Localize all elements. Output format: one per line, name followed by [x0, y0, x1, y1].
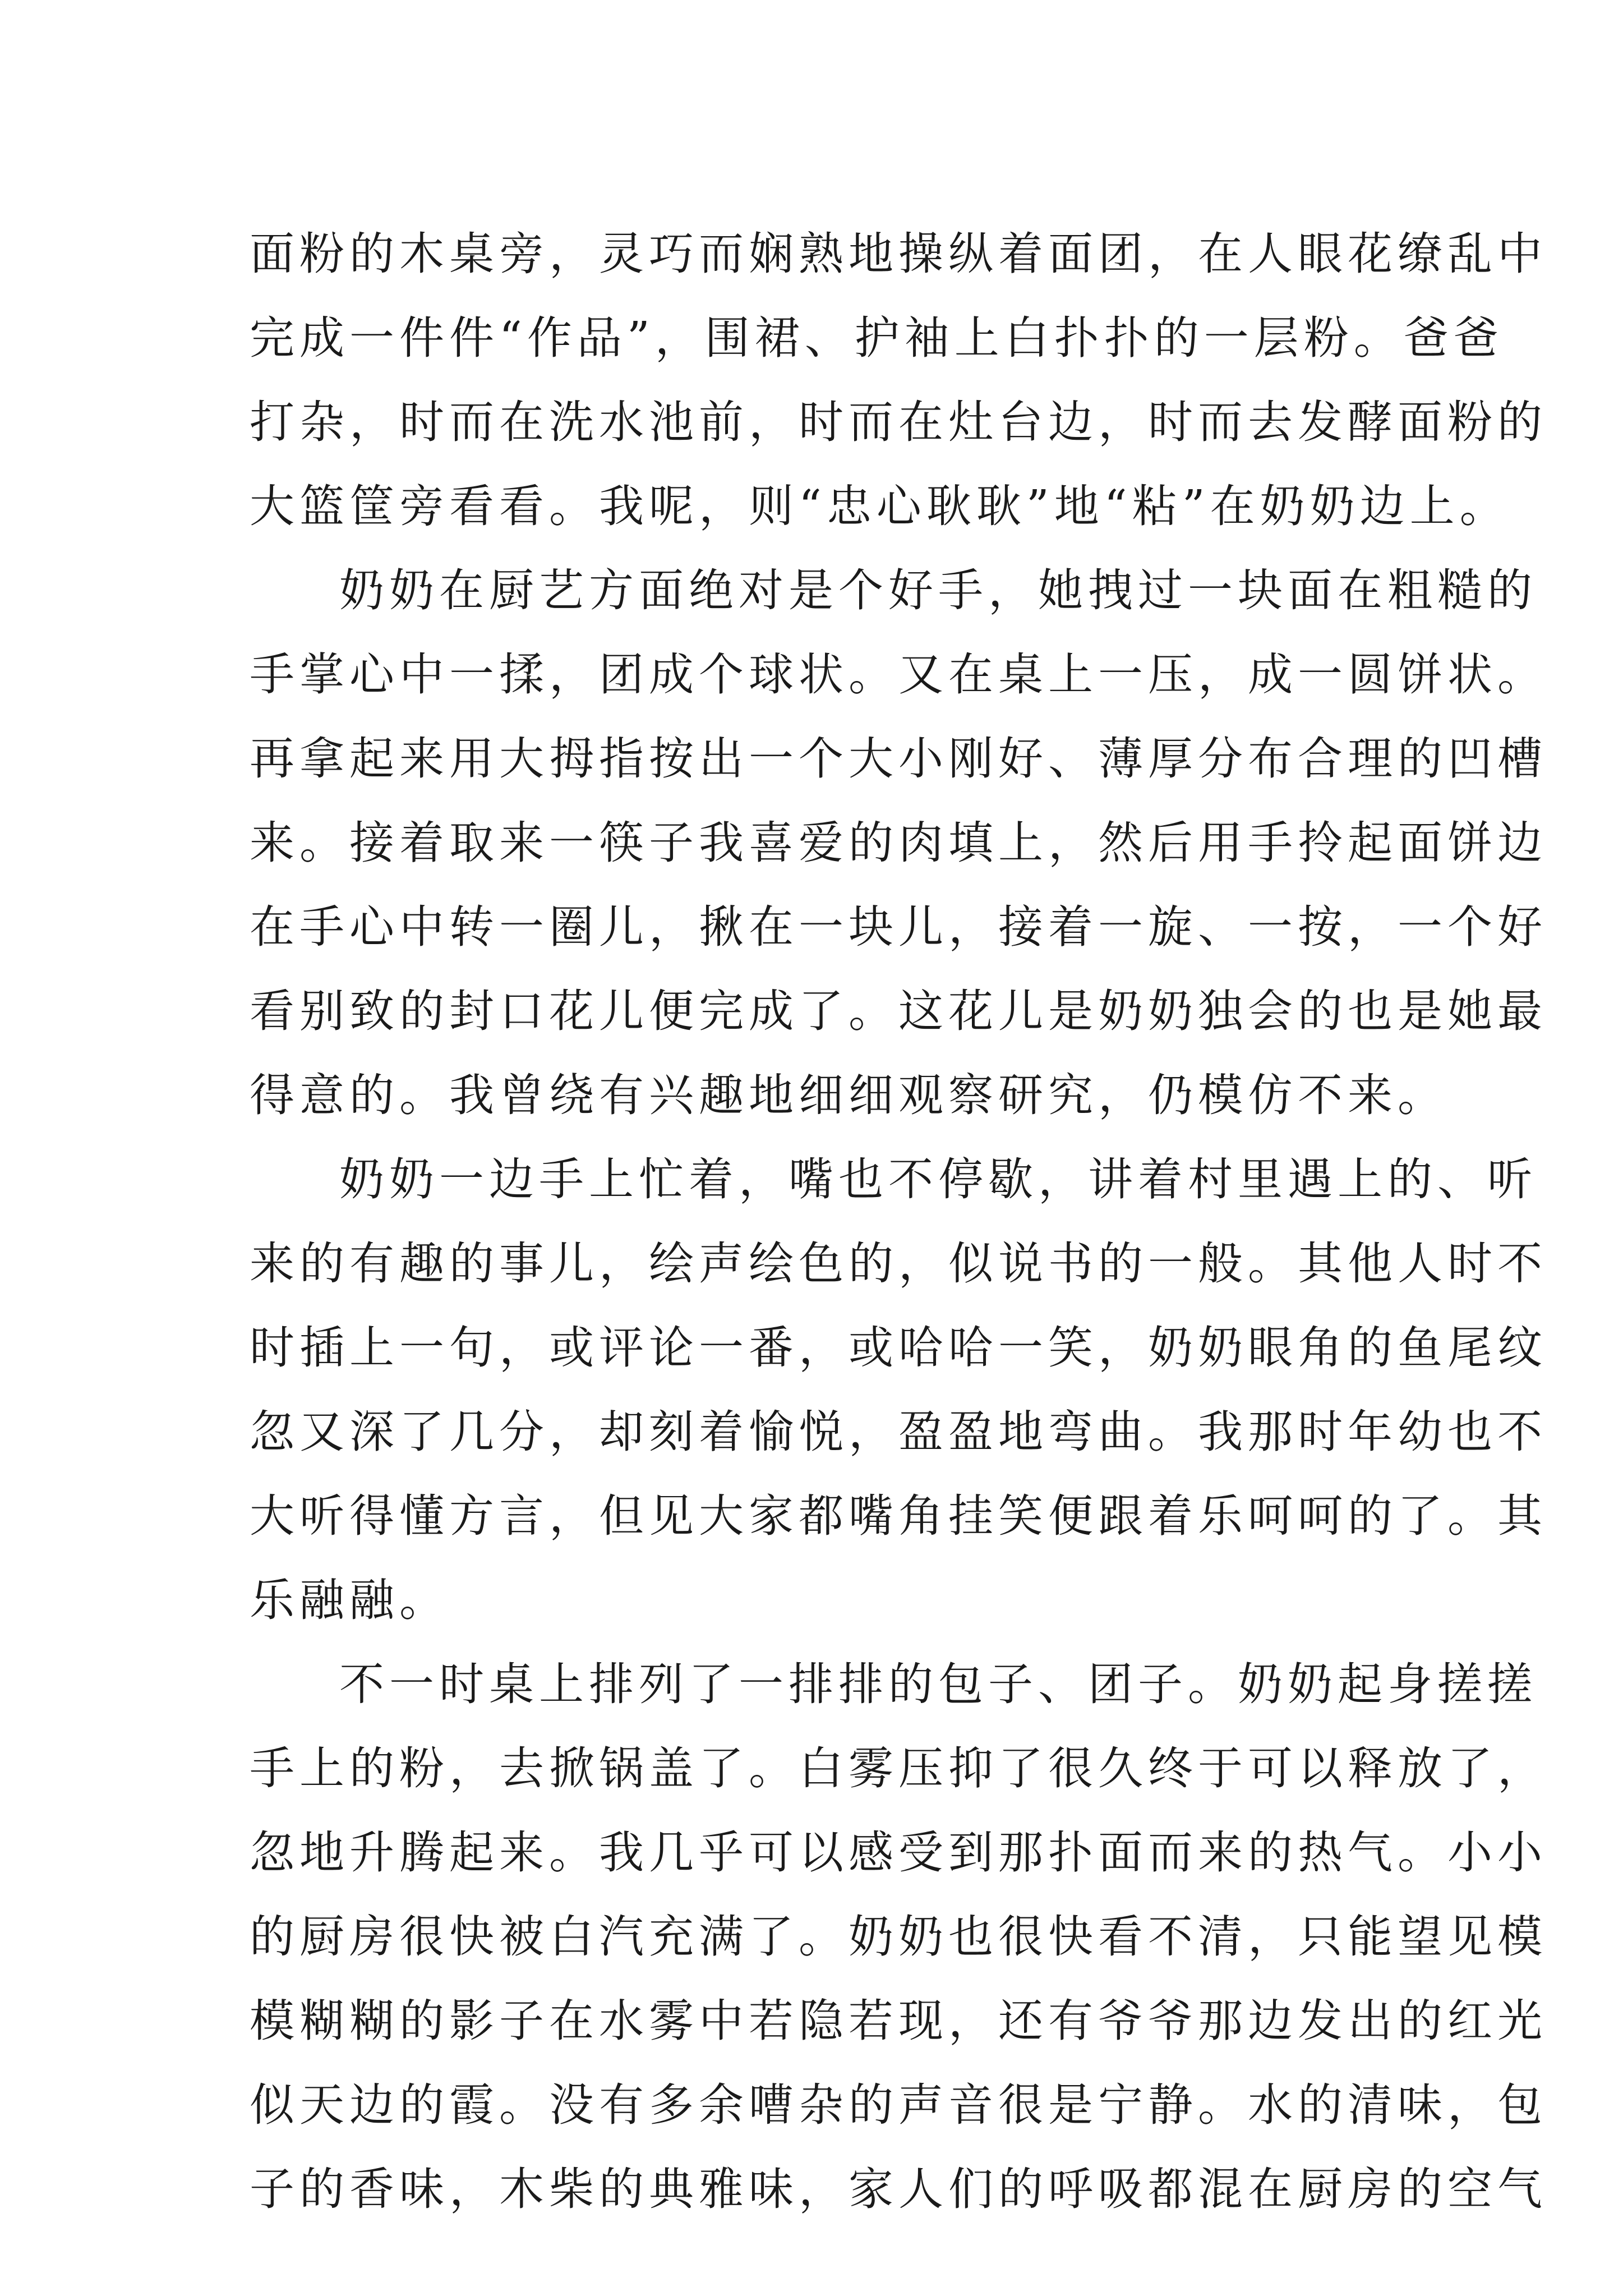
text-line: 奶奶一边手上忙着，嘴也不停歇，讲着村里遇上的、听 [339, 1153, 1537, 1205]
text-line: 面粉的木桌旁，灵巧而娴熟地操纵着面团，在人眼花缭乱中 [250, 228, 1547, 280]
text-line: 忽又深了几分，却刻着愉悦，盈盈地弯曲。我那时年幼也不 [250, 1406, 1547, 1458]
text-line: 时插上一句，或评论一番，或哈哈一笑，奶奶眼角的鱼尾纹 [250, 1322, 1547, 1374]
text-line: 大篮筐旁看看。我呢，则“忠心耿耿”地“粘”在奶奶边上。 [250, 480, 1510, 532]
text-line: 模糊糊的影子在水雾中若隐若现，还有爷爷那边发出的红光 [250, 1995, 1547, 2047]
text-line: 乐融融。 [250, 1574, 449, 1626]
text-line: 似天边的霞。没有多余嘈杂的声音很是宁静。水的清味，包 [250, 2079, 1547, 2131]
body-text [250, 212, 1547, 2231]
text-line: 奶奶在厨艺方面绝对是个好手，她拽过一块面在粗糙的 [339, 564, 1537, 616]
text-line: 手上的粉，去掀锅盖了。白雾压抑了很久终于可以释放了， [250, 1742, 1547, 1795]
text-line: 完成一件件“作品”，围裙、护袖上白扑扑的一层粉。爸爸 [250, 312, 1504, 364]
text-line: 来的有趣的事儿，绘声绘色的，似说书的一般。其他人时不 [250, 1237, 1547, 1290]
text-line: 得意的。我曾绕有兴趣地细细观察研究，仍模仿不来。 [250, 1069, 1447, 1121]
text-line: 手掌心中一揉，团成个球状。又在桌上一压，成一圆饼状。 [250, 648, 1547, 701]
text-line: 不一时桌上排列了一排排的包子、团子。奶奶起身搓搓 [339, 1658, 1537, 1710]
text-line: 打杂，时而在洗水池前，时而在灶台边，时而去发酵面粉的 [250, 396, 1547, 448]
text-line: 在手心中转一圈儿，揪在一块儿，接着一旋、一按，一个好 [250, 901, 1547, 953]
text-line: 再拿起来用大拇指按出一个大小刚好、薄厚分布合理的凹槽 [250, 733, 1547, 785]
text-line: 看别致的封口花儿便完成了。这花儿是奶奶独会的也是她最 [250, 985, 1547, 1037]
text-line: 子的香味，木柴的典雅味，家人们的呼吸都混在厨房的空气 [250, 2163, 1547, 2215]
text-line: 的厨房很快被白汽充满了。奶奶也很快看不清，只能望见模 [250, 1911, 1547, 1963]
text-line: 大听得懂方言，但见大家都嘴角挂笑便跟着乐呵呵的了。其 [250, 1490, 1547, 1542]
text-line: 来。接着取来一筷子我喜爱的肉填上，然后用手拎起面饼边 [250, 817, 1547, 869]
text-line: 忽地升腾起来。我几乎可以感受到那扑面而来的热气。小小 [250, 1826, 1547, 1879]
